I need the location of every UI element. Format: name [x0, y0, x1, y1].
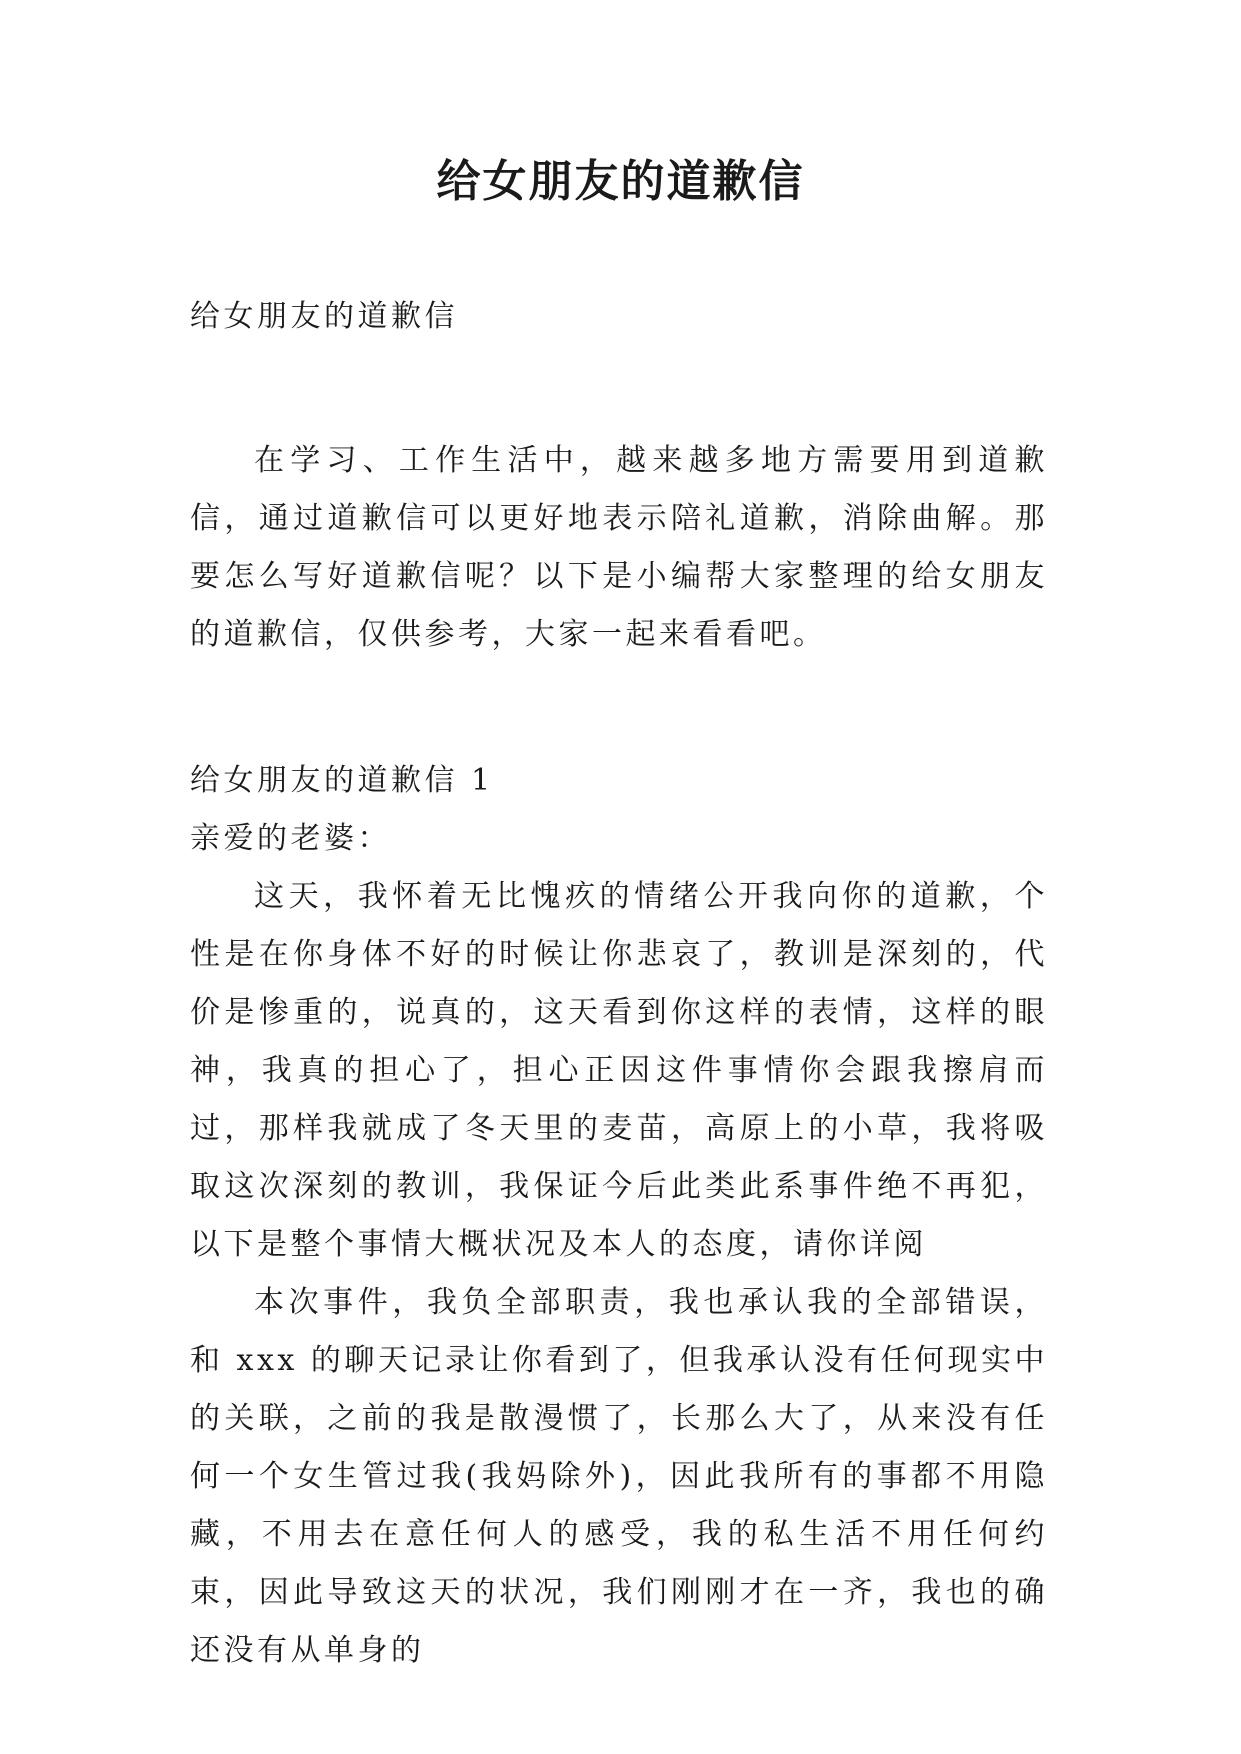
salutation: 亲爱的老婆： [190, 821, 391, 856]
spacer [190, 664, 1048, 752]
intro-paragraph: 在学习、工作生活中，越来越多地方需要用到道歉信，通过道歉信可以更好地表示陪礼道歉，消除曲解。那要怎么写好道歉信呢？以下是小编帮大家整理的给女朋友的道歉信，仅供参考，大家一起来看看吧。 [190, 443, 1048, 652]
document-body [190, 288, 1048, 1680]
document-title: 给女朋友的道歉信 [436, 156, 805, 207]
spacer [190, 346, 1048, 432]
document-subtitle: 给女朋友的道歉信 [190, 299, 458, 334]
body-paragraph-1: 这天，我怀着无比愧疚的情绪公开我向你的道歉，个性是在你身体不好的时候让你悲哀了，教训是深刻的，代价是惨重的，说真的，这天看到你这样的表情，这样的眼神，我真的担心了，担心正因这件事情你会跟我擦肩而过，那样我就成了冬天里的麦苗，高原上的小草，我将吸取这次深刻的教训，我保证今后此类此系事件绝不再犯，以下是整个事情大概状况及本人的态度，请你详阅 [190, 879, 1048, 1262]
body-paragraph-2: 本次事件，我负全部职责，我也承认我的全部错误，和 xxx 的聊天记录让你看到了，但我承认没有任何现实中的关联，之前的我是散漫惯了，长那么大了，从来没有任何一个女生管过我(我妈除外)，因此我所有的事都不用隐藏，不用去在意任何人的感受，我的私生活不用任何约束，因此导致这天的状况，我们刚刚才在一齐，我也的确还没有从单身的 [190, 1285, 1048, 1668]
section-heading: 给女朋友的道歉信 1 [190, 763, 494, 798]
